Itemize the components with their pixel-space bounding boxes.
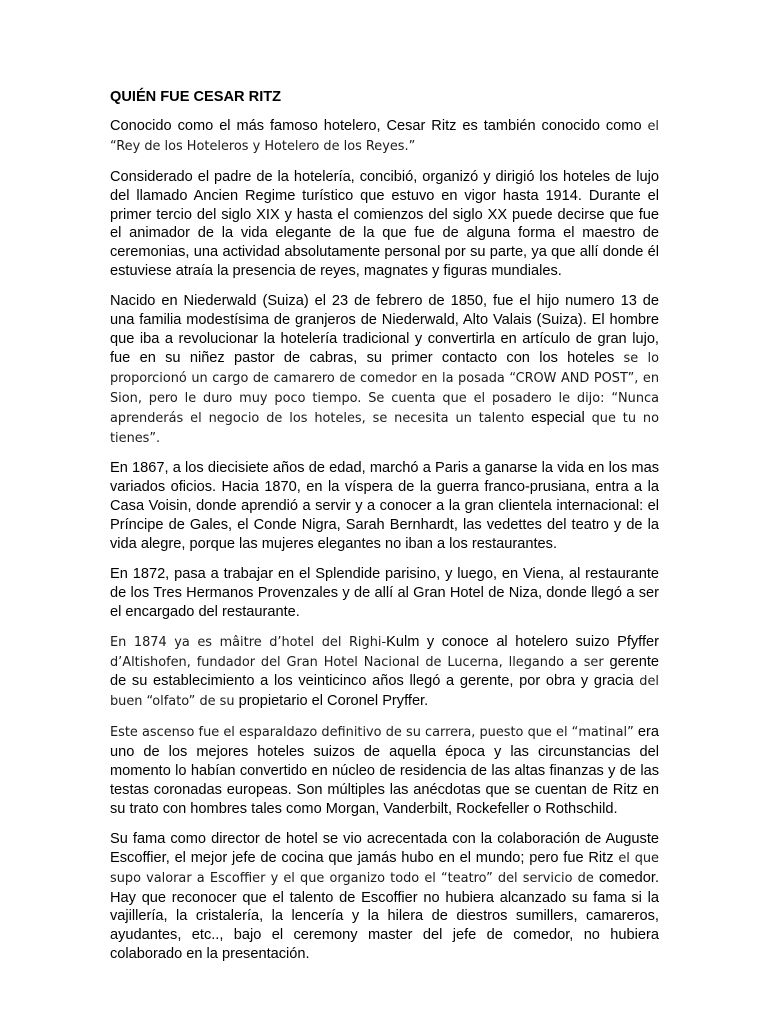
paragraph-4 — [110, 459, 659, 554]
text-run: especial — [524, 409, 592, 426]
text-run: se lo proporcionó un cargo de camarero de comedor en la posada “CROW AND POST”, en Sion, pero le duro muy poco tiempo. Se cuenta que el posadero le dijo: “Nunca aprenderás el negocio de los hoteles, se necesita un talento — [110, 350, 660, 426]
text-run: Nacido en Niederwald (Suiza) el 23 de febrero de 1850, fue el hijo numero 13 de una familia modestísima de granjeros de Niederwald, Alto Valais (Suiza). El hombre que iba a revolucionar la hotelería tradicional y convertirla en artículo de gran lujo, fue en su niñez pastor de cabras, su primer contacto con los hoteles — [110, 293, 659, 366]
text-run: Conocido como el más famoso hotelero, Cesar Ritz es también conocido como — [110, 117, 648, 134]
paragraph-2 — [110, 168, 659, 281]
document-page — [110, 88, 659, 975]
paragraph-8 — [110, 830, 659, 964]
text-run: Considerado el padre de la hotelería, concibió, organizó y dirigió los hoteles de lujo del llamado Ancien Regime turístico que estuvo en vigor hasta 1914. Durante el primer tercio del siglo XIX y hasta el comienzos del siglo XX puede decirse que fue el animador de la vida elegante de la que fue de alguna forma el maestro de ceremonias, una actividad absolutamente personal por su parte, ya que allí donde él estuviese atraía la presencia de reyes, magnates y figuras mundiales. — [110, 168, 659, 280]
paragraph-6 — [110, 633, 659, 713]
text-run: d’Altishofen, fundador del Gran Hotel Nacional de Lucerna, llegando a ser — [110, 654, 604, 670]
paragraph-3 — [110, 292, 659, 448]
text-run: que tu no tienes”. — [110, 410, 659, 446]
text-run: Kulm y conoce al hotelero suizo Pfyffer — [386, 633, 659, 650]
text-run: gerente de su establecimiento a los veinticinco años llegó a gerente, por obra y gracia — [110, 653, 659, 690]
paragraph-7 — [110, 723, 659, 819]
text-run: En 1867, a los diecisiete años de edad, marchó a Paris a ganarse la vida en los mas variados oficios. Hacia 1870, en la víspera de la guerra franco-prusiana, entra a la Casa Voisin, donde aprendió a servir y a conocer a la gran clientela internacional: el Príncipe de Gales, el Conde Nigra, Sarah Bernhardt, las vedettes del teatro y de la vida alegre, porque las mujeres elegantes no iban a los restaurantes. — [110, 460, 659, 553]
text-run: En 1874 ya es mâitre d’hotel del Righi- — [110, 634, 387, 650]
text-run: En 1872, pasa a trabajar en el Splendide parisino, y luego, en Viena, al restaurante de los Tres Hermanos Provenzales y de allí al Gran Hotel de Niza, donde llegó a ser el encargado del restaurante. — [110, 565, 659, 620]
text-run: Su fama como director de hotel se vio acrecentada con la colaboración de Auguste Escoffier, el mejor jefe de cocina que jamás hubo en el mundo; pero fue Ritz — [110, 830, 659, 866]
text-run: propietario el Coronel Pryffer. — [234, 693, 429, 710]
document-title: QUIÉN FUE CESAR RITZ — [110, 89, 282, 105]
text-run: era uno de los mejores hoteles suizos de aquella época y las circunstancias del momento lo habían convertido en núcleo de residencia de las altas finanzas y de las testas coronadas europeas. Son múltiples las anécdotas que se cuentan de Ritz en su trato con hombres tales como Morgan, Vanderbilt, Rockefeller o Rothschild. — [110, 724, 660, 817]
text-run: del buen “olfato” de su — [110, 674, 659, 710]
document-body — [110, 117, 659, 964]
text-run: el “Rey de los Hoteleros y Hotelero de los Reyes.” — [110, 118, 659, 154]
paragraph-1 — [110, 117, 659, 157]
text-run: Este ascenso fue el esparaldazo definitivo de su carrera, puesto que el “matinal” — [110, 725, 634, 741]
paragraph-5 — [110, 565, 659, 622]
text-run: comedor. Hay que reconocer que el talento de Escoffier no hubiera alcanzado su fama si la vajillería, la cristalería, la lencería y la hilera de diestros sumillers, camareros, ayudantes, etc.., bajo el ceremony master del jefe de comedor, no hubiera colaborado en la presentación. — [110, 869, 659, 963]
text-run: el que supo valorar a Escoffier y el que organizo todo el “teatro” del servicio de — [110, 850, 659, 886]
